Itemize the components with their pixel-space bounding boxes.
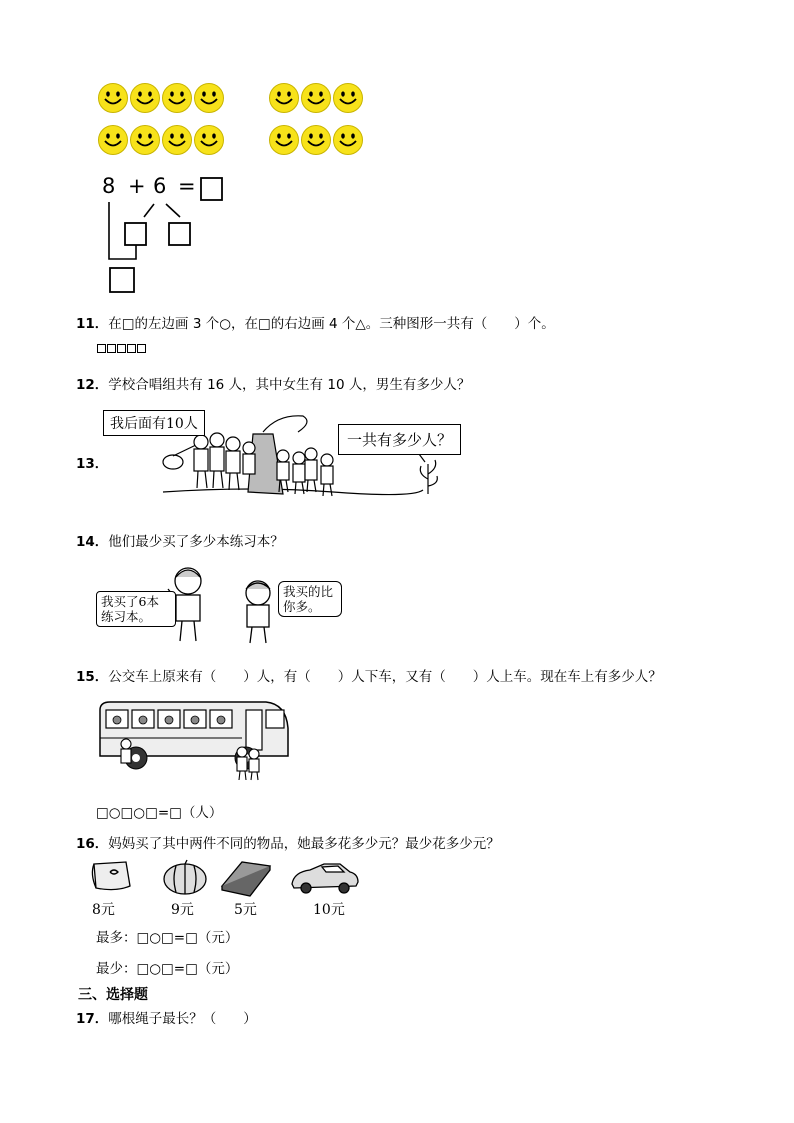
question-16 [76, 832, 500, 852]
smiley-face-icon [332, 82, 364, 114]
split-box-right [169, 223, 190, 245]
question-17 [76, 1007, 257, 1027]
price-car: 10元 [313, 902, 345, 918]
speech-bubble-right: 一共有多少人？ [338, 424, 461, 455]
question-text: 妈妈买了其中两件不同的物品，她最多花多少元？最少花多少元？ [108, 836, 500, 852]
q15-formula: □○□○□=□（人） [96, 805, 223, 821]
price-towel: 8元 [92, 902, 115, 918]
question-text: 在□的左边画 3 个○，在□的右边画 4 个△。三种图形一共有（ ）个。 [108, 316, 555, 332]
bubble-line-2: 你多。 [283, 599, 321, 614]
bus-illustration [96, 698, 292, 782]
shop-items [88, 858, 368, 918]
question-11 [76, 312, 555, 332]
smiley-face-icon [268, 124, 300, 156]
car-icon [292, 864, 358, 893]
q16-min-formula: 最少：□○□=□（元） [96, 961, 239, 977]
q13-illustration [103, 404, 483, 500]
speech-bubble-boy-2 [278, 581, 342, 617]
question-12 [76, 373, 470, 393]
bubble-line-1: 我买了6本 [101, 594, 159, 609]
smiley-face-icon [129, 82, 161, 114]
plus-sign: + [128, 174, 146, 198]
smiley-face-icon [332, 124, 364, 156]
question-number: 14． [76, 534, 109, 550]
speech-bubble-left: 我后面有10人 [103, 410, 205, 436]
decomposition-diagram [100, 172, 240, 297]
question-text: 学校合唱组共有 16 人，其中女生有 10 人，男生有多少人？ [108, 377, 471, 393]
question-number: 17． [76, 1011, 109, 1027]
towel-icon [92, 862, 130, 890]
question-text: 哪根绳子最长？（ ） [108, 1011, 257, 1027]
question-14 [76, 530, 284, 550]
intermediate-box [110, 268, 134, 292]
smiley-face-icon [300, 124, 332, 156]
question-number: 12． [76, 377, 109, 393]
q11-answer-boxes [96, 344, 146, 354]
equals-sign: = [178, 174, 196, 198]
pumpkin-icon [164, 860, 206, 894]
bubble-line-2: 练习本。 [101, 609, 152, 624]
question-number: 16． [76, 836, 109, 852]
smiley-face-icon [193, 124, 225, 156]
question-number: 11． [76, 316, 109, 332]
smiley-face-icon [300, 82, 332, 114]
q16-max-formula: 最多：□○□=□（元） [96, 930, 239, 946]
price-pumpkin: 9元 [171, 902, 194, 918]
speech-bubble-boy-1 [96, 591, 176, 627]
smiley-face-icon [268, 82, 300, 114]
q14-illustration [96, 563, 346, 645]
question-text: 公交车上原来有（ ）人，有（ ）人下车，又有（ ）人上车。现在车上有多少人？ [108, 669, 662, 685]
question-text: 他们最少买了多少本练习本？ [108, 534, 284, 550]
question-number: 15． [76, 669, 109, 685]
price-book: 5元 [234, 902, 257, 918]
smiley-face-icon [161, 82, 193, 114]
addend-b: 6 [153, 174, 167, 198]
addend-a: 8 [102, 174, 116, 198]
book-icon [222, 862, 270, 896]
question-15 [76, 665, 662, 685]
section-heading: 三、选择题 [78, 987, 148, 1003]
smiley-face-icon [161, 124, 193, 156]
question-number: 13． [76, 456, 109, 472]
split-box-left [125, 223, 146, 245]
answer-box-result [201, 178, 222, 200]
smiley-face-icon [97, 124, 129, 156]
smiley-face-icon [129, 124, 161, 156]
smiley-face-icon [193, 82, 225, 114]
smiley-face-icon [97, 82, 129, 114]
bubble-line-1: 我买的比 [283, 584, 334, 599]
